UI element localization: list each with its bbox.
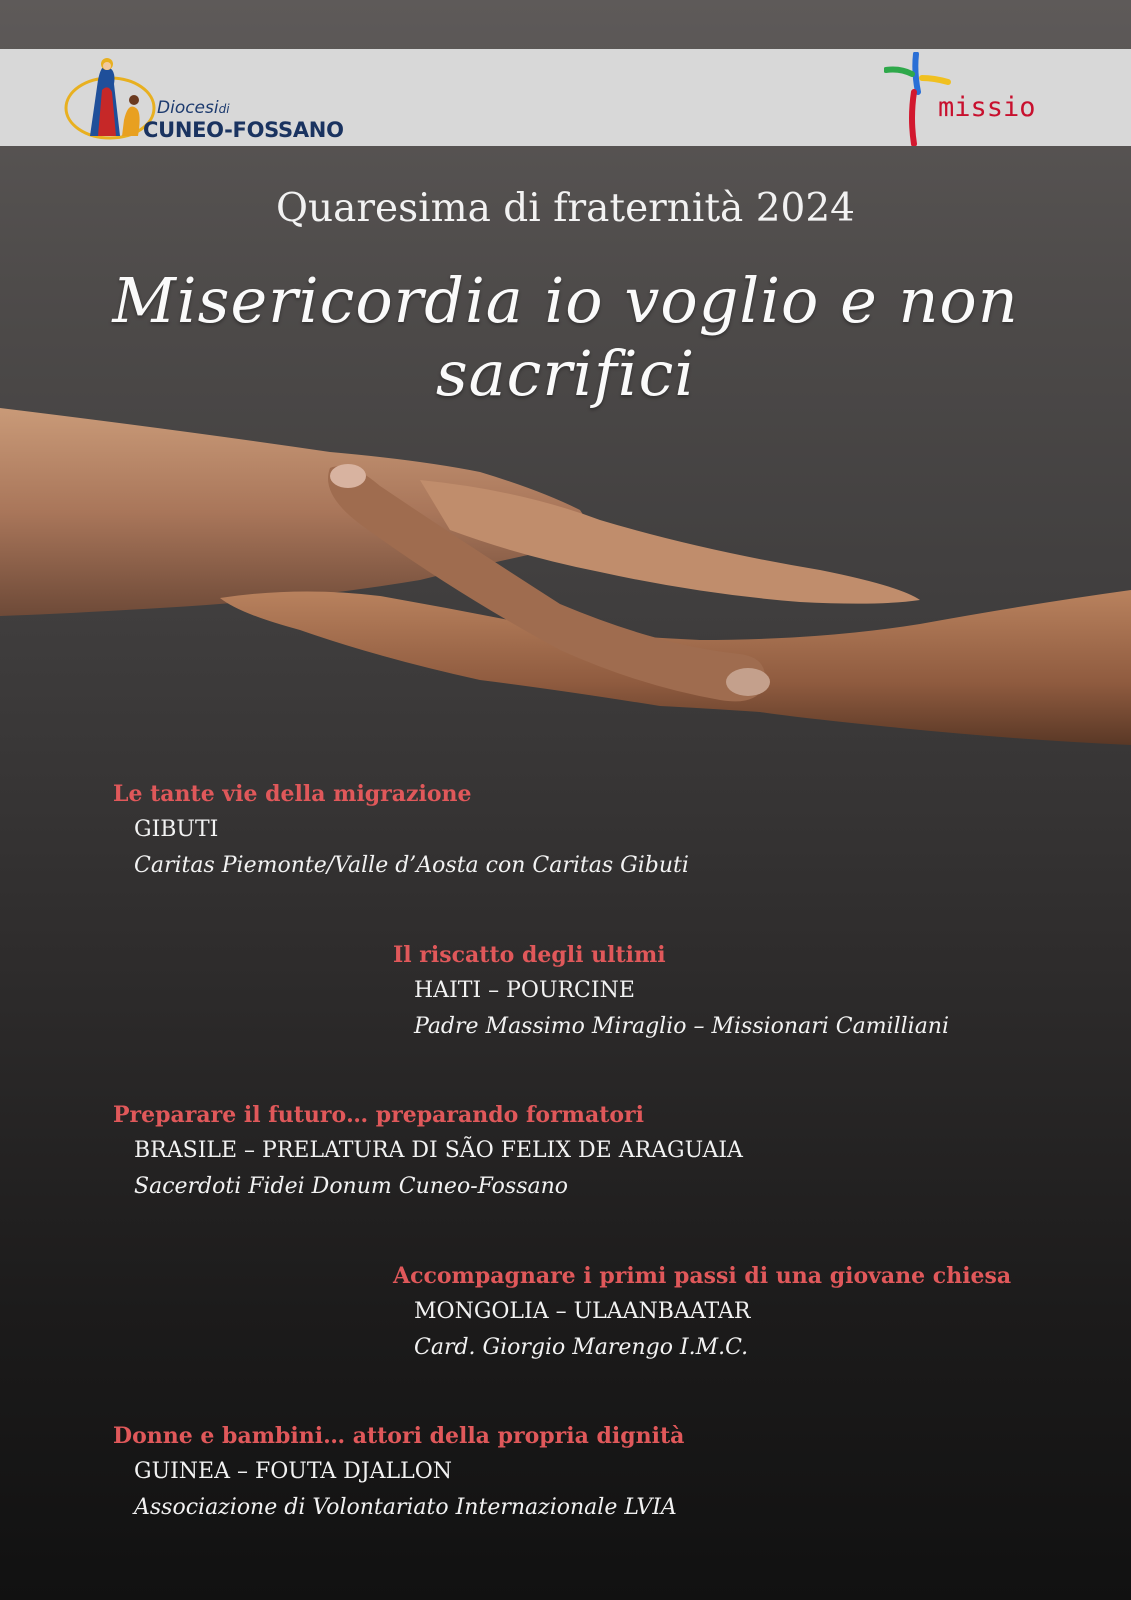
project-item [393, 1258, 1011, 1366]
project-title: Le tante vie della migrazione [113, 781, 472, 807]
project-place: GIBUTI [134, 817, 219, 842]
project-place: HAITI – POURCINE [414, 978, 635, 1003]
project-title: Preparare il futuro… preparando formatori [113, 1102, 644, 1128]
project-item [393, 937, 949, 1045]
project-org: Sacerdoti Fidei Donum Cuneo-Fossano [134, 1174, 569, 1199]
project-org: Associazione di Volontariato Internazionale LVIA [134, 1495, 677, 1520]
holding-hands-image [0, 390, 1131, 770]
project-org: Padre Massimo Miraglio – Missionari Camilliani [414, 1014, 950, 1039]
project-place: MONGOLIA – ULAANBAATAR [414, 1299, 751, 1324]
project-title: Accompagnare i primi passi di una giovane chiesa [393, 1263, 1012, 1289]
page-title: Misericordia io voglio e non sacrifici [112, 264, 1019, 410]
page-subtitle: Quaresima di fraternità 2024 [276, 186, 855, 231]
missio-label: missio [938, 92, 1036, 123]
project-item [113, 1097, 743, 1205]
project-place: BRASILE – PRELATURA DI SÃO FELIX DE ARAGUAIA [134, 1138, 743, 1163]
project-place: GUINEA – FOUTA DJALLON [134, 1459, 453, 1484]
project-title: Il riscatto degli ultimi [393, 942, 666, 968]
diocesi-label: Diocesidi [157, 98, 230, 118]
diocesi-name: CUNEO-FOSSANO [143, 118, 344, 142]
project-org: Caritas Piemonte/Valle d’Aosta con Caritas Gibuti [134, 853, 689, 878]
project-org: Card. Giorgio Marengo I.M.C. [414, 1335, 749, 1360]
project-title: Donne e bambini… attori della propria dignità [113, 1423, 685, 1449]
project-item [113, 776, 689, 884]
project-item [113, 1418, 684, 1526]
